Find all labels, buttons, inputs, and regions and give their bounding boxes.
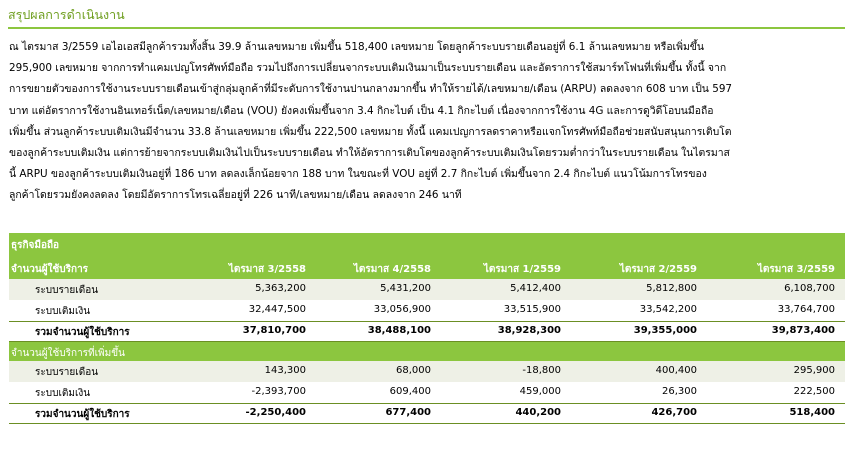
- row-label: รวมจำนวนผู้ใช้บริการ: [35, 327, 130, 338]
- table-cell: 33,542,200: [639, 304, 697, 315]
- table-cell: 222,500: [793, 386, 835, 397]
- net-add-header-row: [9, 342, 845, 361]
- total-row: [9, 403, 845, 424]
- paragraph-line: นี้ ARPU ของลูกค้าระบบเติมเงินอยู่ที่ 186 บาท ลดลงเล็กน้อยจาก 188 บาท ในขณะที่ VOU อยู่ที่ 2.7 กิกะไบต์ เพิ่มขึ้นจาก 2.4 กิกะไบต์ แนวโน้มการโทรของ: [9, 168, 707, 181]
- table-cell: 68,000: [396, 365, 431, 376]
- table-row: [9, 361, 845, 382]
- table-cell: 143,300: [264, 365, 306, 376]
- paragraph-line: ลูกค้าโดยรวมยังคงลดลง โดยมีอัตราการโทรเฉลี่ยอยู่ที่ 226 นาที/เลขหมาย/เดือน ลดลงจาก 246 นาที: [9, 189, 462, 202]
- summary-paragraph: [9, 37, 845, 207]
- column-header: ไตรมาส 1/2559: [483, 264, 561, 275]
- row-label: ระบบรายเดือน: [35, 285, 99, 296]
- table-cell: 39,873,400: [771, 325, 835, 336]
- table-cell: 609,400: [389, 386, 431, 397]
- table-cell: 5,431,200: [380, 283, 431, 294]
- table-cell: 5,812,800: [646, 283, 697, 294]
- table-row: [9, 300, 845, 321]
- paragraph-line: บาท แต่อัตราการใช้งานอินเทอร์เน็ต/เลขหมาย/เดือน (VOU) ยังคงเพิ่มขึ้นจาก 3.4 กิกะไบต์ เป็น 4.1 กิกะไบต์ เนื่องจากการใช้งาน 4G และการดูวิดีโอบนมือถือ: [9, 104, 714, 117]
- table-cell: 440,200: [515, 407, 561, 418]
- row-label: ระบบรายเดือน: [35, 367, 99, 378]
- row-label: รวมจำนวนผู้ใช้บริการ: [35, 409, 130, 420]
- header-label: จำนวนผู้ใช้บริการ: [11, 264, 89, 275]
- column-header: ไตรมาส 2/2559: [619, 264, 697, 275]
- table-cell: -18,800: [522, 365, 561, 376]
- column-header: ไตรมาส 4/2558: [353, 264, 431, 275]
- paragraph-line: การขยายตัวของการใช้งานระบบรายเดือนเข้าสู่กลุ่มลูกค้าที่มีระดับการใช้งานปานกลางมากขึ้น ทำให้รายได้/เลขหมาย/เดือน (ARPU) ลดลงจาก 608 บาท เป็น 597: [9, 83, 733, 96]
- paragraph-line: เพิ่มขึ้น ส่วนลูกค้าระบบเติมเงินมีจำนวน 33.8 ล้านเลขหมาย เพิ่มขึ้น 222,500 เลขหมาย ทั้งนี้ แคมเปญการลดราคาหรือแจกโทรศัพท์มือถือช่วยสนับสนุนการเติบโต: [9, 125, 732, 138]
- column-header: ไตรมาส 3/2558: [228, 264, 306, 275]
- table-cell: 518,400: [789, 407, 835, 418]
- table-cell: 39,355,000: [633, 325, 697, 336]
- title-divider: [8, 27, 845, 29]
- column-header: ไตรมาส 3/2559: [757, 264, 835, 275]
- table-cell: 5,412,400: [510, 283, 561, 294]
- table-row: [9, 382, 845, 403]
- table-cell: 38,928,300: [497, 325, 561, 336]
- table-cell: 6,108,700: [784, 283, 835, 294]
- table-cell: 33,056,900: [373, 304, 431, 315]
- table-cell: 426,700: [651, 407, 697, 418]
- table-cell: 32,447,500: [248, 304, 306, 315]
- mobile-business-table: [9, 233, 845, 424]
- row-label: ระบบเติมเงิน: [35, 388, 91, 399]
- net-add-label: จำนวนผู้ใช้บริการที่เพิ่มขึ้น: [11, 348, 125, 359]
- total-row: [9, 321, 845, 342]
- table-cell: 33,764,700: [777, 304, 835, 315]
- section-header: [9, 233, 845, 258]
- table-row: [9, 279, 845, 300]
- paragraph-line: ณ ไตรมาส 3/2559 เอไอเอสมีลูกค้ารวมทั้งสิ้น 39.9 ล้านเลขหมาย เพิ่มขึ้น 518,400 เลขหมาย โดยลูกค้าระบบรายเดือนอยู่ที่ 6.1 ล้านเลขหมาย หรือเพิ่มขึ้น: [9, 41, 705, 53]
- table-cell: 295,900: [793, 365, 835, 376]
- table-cell: 459,000: [519, 386, 561, 397]
- row-label: ระบบเติมเงิน: [35, 306, 91, 317]
- table-cell: 37,810,700: [242, 325, 306, 336]
- table-cell: 5,363,200: [255, 283, 306, 294]
- page-title: สรุปผลการดำเนินงาน: [8, 7, 125, 22]
- column-header-row: [9, 258, 845, 279]
- table-cell: -2,250,400: [245, 407, 306, 418]
- table-cell: 33,515,900: [503, 304, 561, 315]
- table-cell: 400,400: [655, 365, 697, 376]
- paragraph-line: ของลูกค้าระบบเติมเงิน แต่การย้ายจากระบบเติมเงินไปเป็นระบบรายเดือน ทำให้อัตราการเติบโตของลูกค้าระบบเติมเงินโดยรวมต่ำกว่าในระบบรายเดือน ในไตรมาส: [9, 147, 730, 160]
- table-cell: 26,300: [662, 386, 697, 397]
- table-cell: 677,400: [385, 407, 431, 418]
- table-cell: -2,393,700: [251, 386, 306, 397]
- table-cell: 38,488,100: [367, 325, 431, 336]
- section-title: ธุรกิจมือถือ: [11, 240, 60, 251]
- paragraph-line: 295,900 เลขหมาย จากการทำแคมเปญโทรศัพท์มือถือ รวมไปถึงการเปลี่ยนจากระบบเติมเงินมาเป็นระบบรายเดือน และอัตราการใช้สมาร์ทโฟนที่เพิ่มขึ้น ทั้งนี้ จาก: [9, 62, 727, 75]
